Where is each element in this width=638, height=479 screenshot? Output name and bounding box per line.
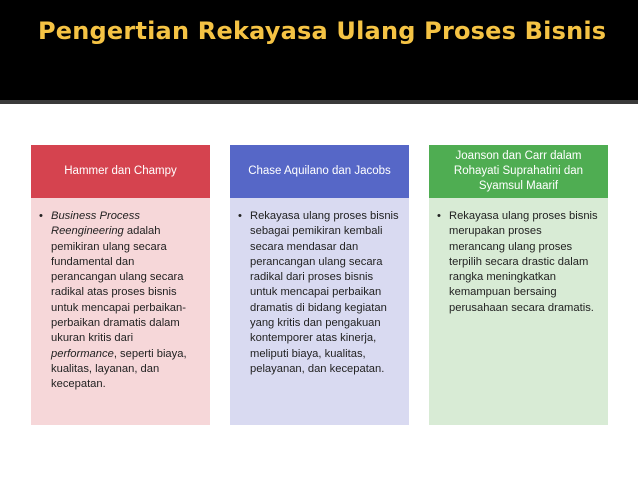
column-header-label: Chase Aquilano dan Jacobs bbox=[248, 165, 391, 177]
slide-title: Pengertian Rekayasa Ulang Proses Bisnis bbox=[38, 17, 607, 45]
column-header-label: Hammer dan Champy bbox=[64, 165, 177, 177]
bullet-item bbox=[39, 209, 200, 393]
definition-column-hammer-champy bbox=[31, 145, 210, 425]
bullet-item bbox=[437, 209, 598, 316]
definition-text-end: , seperti biaya, kualitas, layanan, dan kecepatan. bbox=[51, 347, 187, 391]
definition-text: adalah pemikiran ulang secara fundamental dan perancangan ulang secara radikal atas proses bisnis untuk mencapai perbaikan-perbaikan dramatis dalam ukuran kritis dari bbox=[51, 225, 186, 345]
column-body bbox=[230, 198, 409, 425]
bullet-icon: • bbox=[39, 210, 43, 222]
title-bar bbox=[0, 0, 638, 100]
column-header-label: Joanson dan Carr dalam Rohayati Suprahatini dan Syamsul Maarif bbox=[453, 150, 584, 192]
bullet-text: Rekayasa ulang proses bisnis sebagai pemikiran kembali secara mendasar dan perancangan ulang secara radikal dari proses bisnis untuk mencapai perbaikan dramatis di bidang kegiatan yang kritis dan pengakuan kontemporer atas kinerja, meliputi biaya, kualitas, pelayanan, dan kecepatan. bbox=[250, 210, 399, 375]
bullet-icon: • bbox=[238, 210, 242, 222]
definition-column-joanson-carr bbox=[429, 145, 608, 425]
bullet-item bbox=[238, 209, 399, 377]
column-header bbox=[230, 145, 409, 198]
term-italic-performance: performance bbox=[51, 347, 114, 360]
bullet-icon: • bbox=[437, 210, 441, 222]
title-divider bbox=[0, 100, 638, 104]
column-header bbox=[31, 145, 210, 198]
term-italic: Business Process Reengineering bbox=[51, 210, 140, 238]
column-body bbox=[31, 198, 210, 425]
column-body bbox=[429, 198, 608, 425]
column-header bbox=[429, 145, 608, 198]
definition-column-chase-aquilano-jacobs bbox=[230, 145, 409, 425]
bullet-text: Rekayasa ulang proses bisnis merupakan proses merancang ulang proses terpilih secara drastic dalam rangka meningkatkan kemampuan bersaing perusahaan secara dramatis. bbox=[449, 210, 598, 314]
bullet-text bbox=[51, 209, 200, 393]
